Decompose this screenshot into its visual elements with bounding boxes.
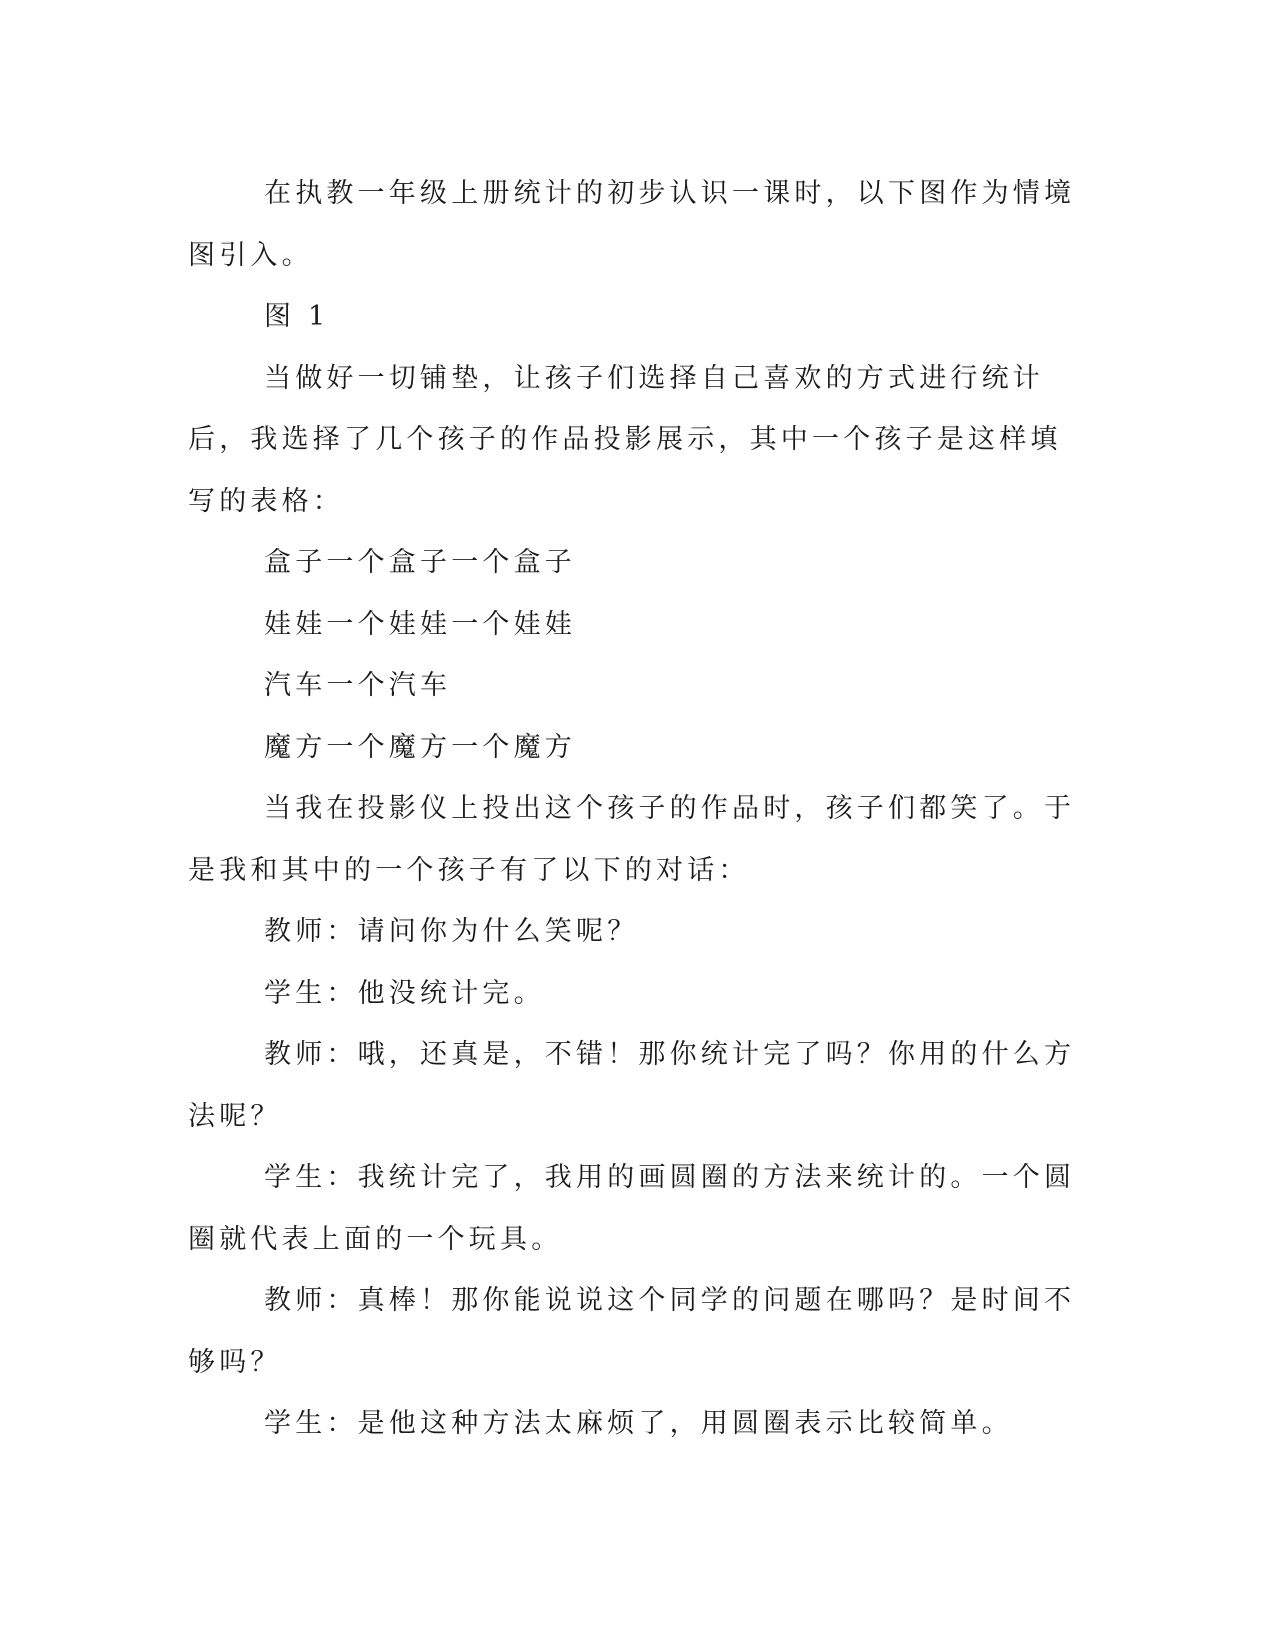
- paragraph-setup: 当做好一切铺垫，让孩子们选择自己喜欢的方式进行统计后，我选择了几个孩子的作品投影展示，其中一个孩子是这样填写的表格：: [188, 362, 1062, 517]
- paragraph-projection: 当我在投影仪上投出这个孩子的作品时，孩子们都笑了。于是我和其中的一个孩子有了以下的对话：: [188, 793, 1076, 886]
- dialogue-teacher-2: 教师：哦，还真是，不错！那你统计完了吗？你用的什么方法呢？: [188, 1039, 1076, 1132]
- table-line-cars: 汽车一个汽车: [264, 670, 452, 701]
- dialogue-student-3: 学生：是他这种方法太麻烦了，用圆圈表示比较简单。: [264, 1408, 1013, 1439]
- dialogue-student-1: 学生：他没统计完。: [264, 977, 545, 1009]
- table-line-boxes: 盒子一个盒子一个盒子: [264, 547, 576, 578]
- figure-caption: 图 1: [264, 301, 330, 332]
- paragraph-intro: 在执教一年级上册统计的初步认识一课时，以下图作为情境图引入。: [188, 178, 1076, 271]
- document-body: [188, 163, 1088, 1455]
- dialogue-teacher-1: 教师：请问你为什么笑呢？: [264, 916, 639, 947]
- dialogue-teacher-3: 教师：真棒！那你能说说这个同学的问题在哪吗？是时间不够吗？: [188, 1285, 1076, 1378]
- table-line-dolls: 娃娃一个娃娃一个娃娃: [264, 608, 576, 640]
- table-line-cubes: 魔方一个魔方一个魔方: [264, 731, 576, 763]
- dialogue-student-2: 学生：我统计完了，我用的画圆圈的方法来统计的。一个圆圈就代表上面的一个玩具。: [188, 1162, 1076, 1255]
